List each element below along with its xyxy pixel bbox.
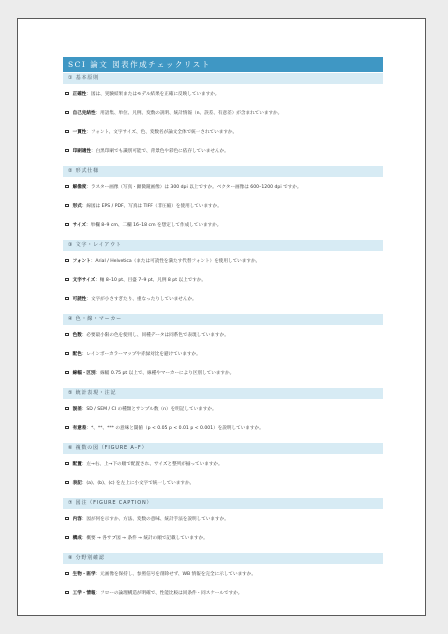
item-label: 文字サイズ — [72, 277, 96, 283]
checklist-item — [63, 84, 383, 103]
checklist-item — [63, 122, 383, 141]
checklist-item — [63, 509, 383, 528]
item-label: 表記 — [72, 480, 82, 486]
item-label: 正確性 — [72, 91, 87, 97]
item-label: 配色 — [72, 351, 82, 357]
section-header: ⑥ 複数の図（FIGURE A–F） — [63, 443, 383, 454]
checklist-item — [63, 325, 383, 344]
item-label: 印刷適性 — [72, 148, 91, 154]
item-label: フォント — [72, 258, 91, 264]
item-text: ：必要最小限の色を使用し、同種データは同系色で表現していますか。 — [81, 332, 229, 338]
item-label: 生物・医学 — [72, 571, 96, 577]
item-text: ：線図は EPS / PDF、写真は TIFF（非圧縮）を使用していますか。 — [81, 203, 222, 209]
checklist-content — [63, 57, 383, 602]
item-text: ：ラスター画像（写真・顕微鏡画像）は 300 dpi 以上ですか。ベクター画像は 600–1200 dpi ですか。 — [86, 184, 302, 190]
item-label: 構成 — [72, 535, 82, 541]
checklist-section — [63, 553, 383, 602]
checkbox[interactable] — [65, 426, 69, 430]
item-text: ：線幅 0.75 pt 以上で、線種やマーカーにより区別していますか。 — [95, 370, 235, 376]
checkbox[interactable] — [65, 149, 69, 153]
checklist-item — [63, 528, 383, 547]
checklist-item — [63, 344, 383, 363]
item-label: 自己完結性 — [72, 110, 96, 116]
item-label: サイズ — [72, 222, 87, 228]
item-text: ：軸 8–10 pt、目盛 7–9 pt、凡例 8 pt 以上ですか。 — [95, 277, 207, 283]
section-header: ④ 色・線・マーカー — [63, 314, 383, 325]
section-header: ⑤ 統計表現・注記 — [63, 388, 383, 399]
checklist-item — [63, 583, 383, 602]
item-text: ：用語集、単位、凡例、変数の説明、統計情報（n、誤差、有意差）が含まれていますか。 — [95, 110, 283, 116]
checkbox[interactable] — [65, 111, 69, 115]
item-label: 形式 — [72, 203, 82, 209]
item-text: ：単欄 8–9 cm、二欄 16–18 cm を想定して作成していますか。 — [86, 222, 222, 228]
item-text: ：フォント、文字サイズ、色、変数名が論文全体で統一されていますか。 — [86, 129, 238, 135]
checkbox[interactable] — [65, 462, 69, 466]
checklist-sections — [63, 73, 383, 602]
checkbox[interactable] — [65, 517, 69, 521]
checklist-item — [63, 141, 383, 160]
item-label: 解像度 — [72, 184, 87, 190]
item-label: 線幅・区別 — [72, 370, 96, 376]
item-text: ：フローの論理構造が明確で、性能比較は同条件・同スケールですか。 — [95, 590, 243, 596]
checkbox[interactable] — [65, 407, 69, 411]
checkbox[interactable] — [65, 333, 69, 337]
item-text: ：元画像を保持し、参照信号を削除せず、WB 情報を完全に示していますか。 — [95, 571, 256, 577]
checkbox[interactable] — [65, 481, 69, 485]
checklist-item — [63, 399, 383, 418]
checklist-section — [63, 388, 383, 437]
checklist-item — [63, 270, 383, 289]
item-text: ：Arial / Helvetica（または可読性を満たす代替フォント）を使用していますか。 — [90, 258, 261, 264]
checklist-item — [63, 103, 383, 122]
item-label: 色数 — [72, 332, 82, 338]
item-text: ：文字が小さすぎたり、重なったりしていませんか。 — [86, 296, 197, 302]
item-text: ：図が何を示すか、方法、変数の意味、統計手法を説明していますか。 — [81, 516, 229, 522]
section-header: ⑦ 図注（FIGURE CAPTION） — [63, 498, 383, 509]
item-label: 誤差 — [72, 406, 82, 412]
checkbox[interactable] — [65, 92, 69, 96]
checkbox[interactable] — [65, 278, 69, 282]
checklist-item — [63, 564, 383, 583]
checkbox[interactable] — [65, 297, 69, 301]
checkbox[interactable] — [65, 204, 69, 208]
checklist-item — [63, 289, 383, 308]
item-label: 可読性 — [72, 296, 87, 302]
checklist-item — [63, 215, 383, 234]
section-header: ⑧ 分野別確認 — [63, 553, 383, 564]
checkbox[interactable] — [65, 371, 69, 375]
checklist-item — [63, 251, 383, 270]
checkbox[interactable] — [65, 130, 69, 134]
checklist-section — [63, 498, 383, 547]
item-text: ：左→右、上→下の順で配置され、サイズと整列が揃っていますか。 — [81, 461, 223, 467]
item-text: ：図は、実験結果またはモデル結果を正確に反映していますか。 — [86, 91, 220, 97]
checklist-section — [63, 443, 383, 492]
item-label: 工学・情報 — [72, 590, 96, 596]
checklist-item — [63, 363, 383, 382]
item-label: 内容 — [72, 516, 82, 522]
checkbox[interactable] — [65, 352, 69, 356]
checkbox[interactable] — [65, 223, 69, 227]
item-label: 一貫性 — [72, 129, 87, 135]
document-title: SCI 論文 図表作成チェックリスト — [63, 57, 383, 72]
item-text: ：レインボーカラーマップや赤緑対比を避けていますか。 — [81, 351, 201, 357]
checkbox[interactable] — [65, 185, 69, 189]
checkbox[interactable] — [65, 536, 69, 540]
checklist-section — [63, 240, 383, 308]
checklist-item — [63, 196, 383, 215]
checklist-section — [63, 166, 383, 234]
checkbox[interactable] — [65, 259, 69, 263]
item-text: ：*、**、*** の意味と閾値（p < 0.05 p < 0.01 p < 0.001）を説明していますか。 — [86, 425, 264, 431]
document-page — [17, 18, 426, 616]
item-text: ：(a)、(b)、(c) を左上に小文字で統一していますか。 — [81, 480, 195, 486]
checklist-item — [63, 473, 383, 492]
item-text: ：SD / SEM / CI の種類とサンプル数（n）を明記していますか。 — [81, 406, 217, 412]
checkbox[interactable] — [65, 572, 69, 576]
checkbox[interactable] — [65, 591, 69, 595]
item-text: ：白黒印刷でも識別可能で、背景色や彩色に依存していませんか。 — [90, 148, 229, 154]
checklist-item — [63, 418, 383, 437]
checklist-section — [63, 73, 383, 160]
section-header: ① 基本原則 — [63, 73, 383, 84]
section-header: ② 形式仕様 — [63, 166, 383, 177]
item-text: ：概要 → 各サブ図 → 条件 → 統計の順で記載していますか。 — [81, 535, 208, 541]
item-label: 有意差 — [72, 425, 87, 431]
item-label: 配置 — [72, 461, 82, 467]
checklist-item — [63, 454, 383, 473]
checklist-item — [63, 177, 383, 196]
checklist-section — [63, 314, 383, 382]
section-header: ③ 文字・レイアウト — [63, 240, 383, 251]
